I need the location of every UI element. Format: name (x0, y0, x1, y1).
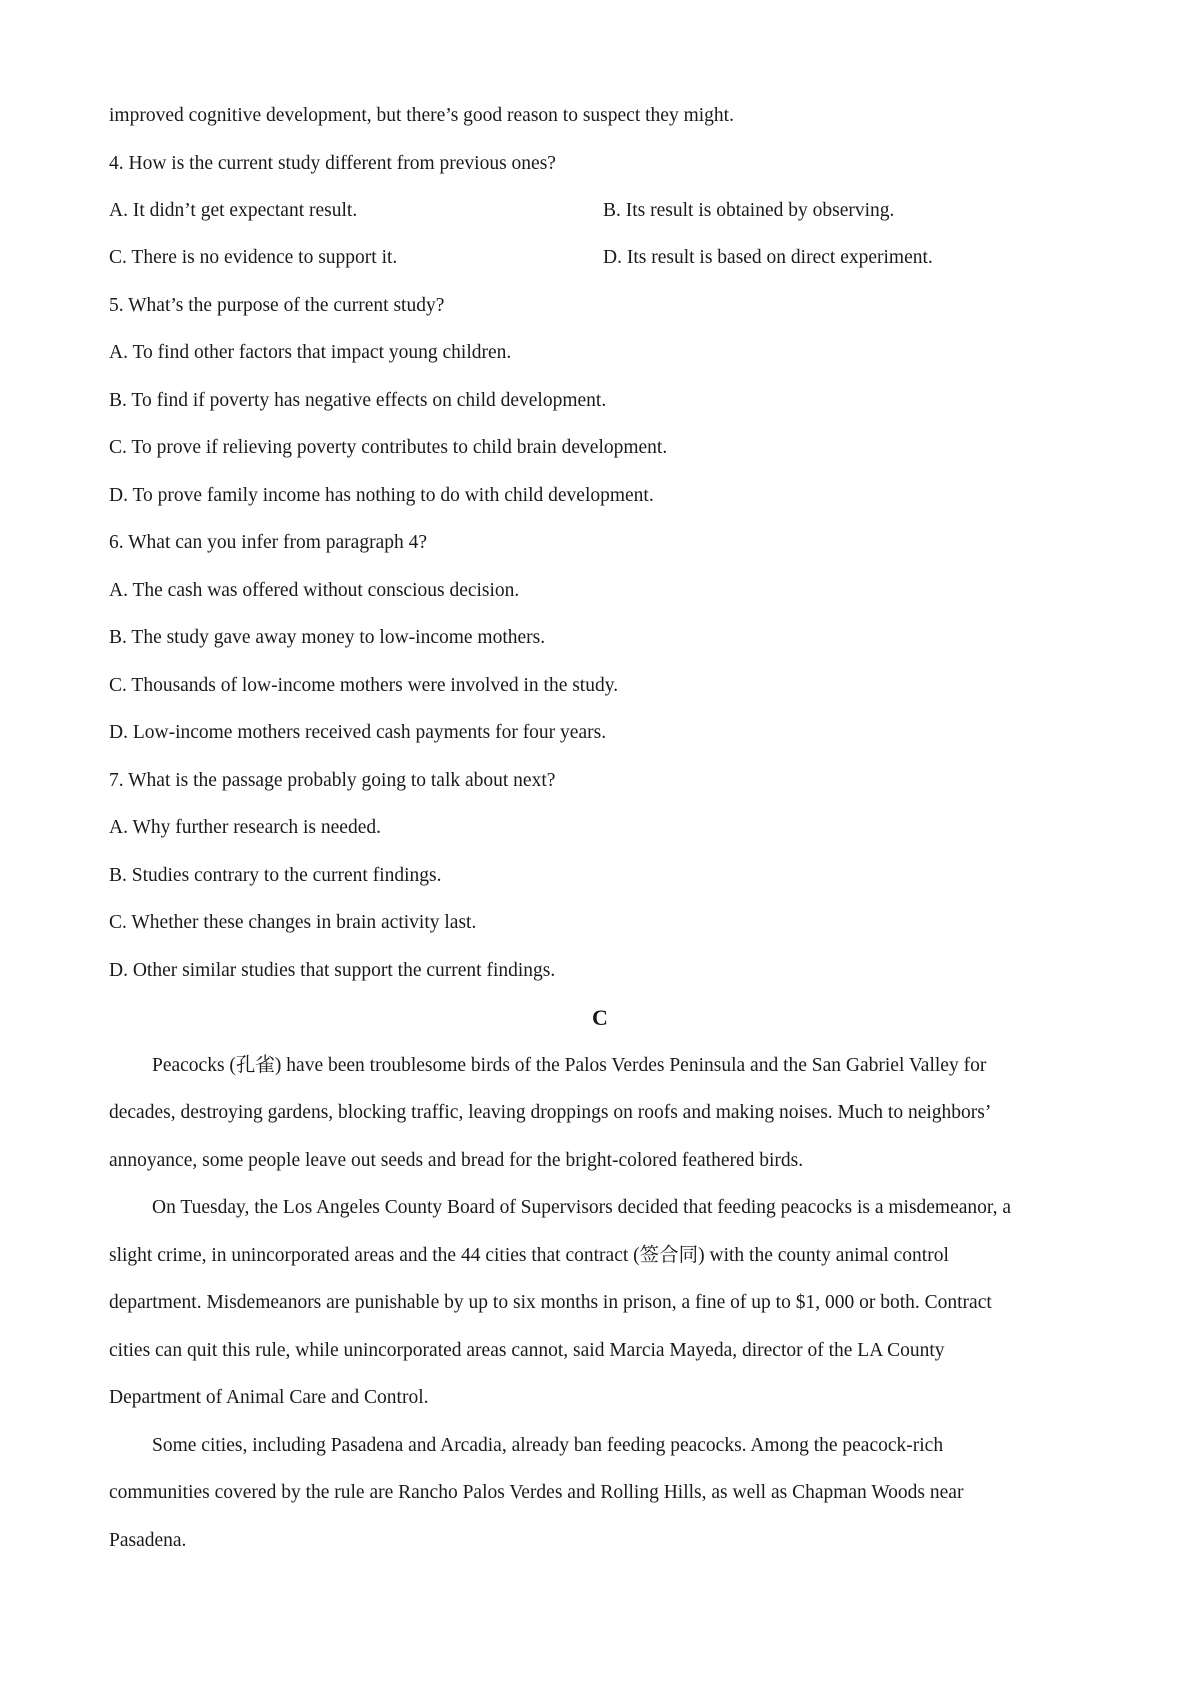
passage-line: Some cities, including Pasadena and Arcadia, already ban feeding peacocks. Among the peacock-rich (152, 1435, 944, 1456)
passage-line: On Tuesday, the Los Angeles County Board of Supervisors decided that feeding peacocks is a misdemeanor, a (152, 1197, 1012, 1218)
question-4-option-d: D. Its result is based on direct experiment. (603, 247, 933, 268)
question-7-option-d: D. Other similar studies that support the current findings. (109, 960, 556, 981)
question-5-option-b: B. To find if poverty has negative effects on child development. (109, 390, 607, 411)
question-5-option-c: C. To prove if relieving poverty contributes to child brain development. (109, 437, 668, 458)
question-5-option-a: A. To find other factors that impact young children. (109, 342, 512, 363)
question-6-option-d: D. Low-income mothers received cash payments for four years. (109, 722, 607, 743)
question-5-stem: 5. What’s the purpose of the current study? (109, 295, 445, 316)
question-6-option-c: C. Thousands of low-income mothers were involved in the study. (109, 675, 619, 696)
passage-line: annoyance, some people leave out seeds and bread for the bright-colored feathered birds. (109, 1150, 804, 1171)
passage-line: communities covered by the rule are Rancho Palos Verdes and Rolling Hills, as well as Chapman Woods near (109, 1482, 964, 1503)
question-4-option-c: C. There is no evidence to support it. (109, 247, 398, 268)
passage-line: Pasadena. (109, 1530, 187, 1551)
passage-line: slight crime, in unincorporated areas and the 44 cities that contract (签合同) with the county animal control (109, 1245, 949, 1266)
question-5-option-d: D. To prove family income has nothing to do with child development. (109, 485, 654, 506)
passage-line: cities can quit this rule, while unincorporated areas cannot, said Marcia Mayeda, director of the LA County (109, 1340, 945, 1361)
question-4-option-a: A. It didn’t get expectant result. (109, 200, 358, 221)
passage-line: decades, destroying gardens, blocking traffic, leaving droppings on roofs and making noises. Much to neighbors’ (109, 1102, 992, 1123)
passage-line: Department of Animal Care and Control. (109, 1387, 429, 1408)
question-6-option-a: A. The cash was offered without conscious decision. (109, 580, 520, 601)
question-7-option-b: B. Studies contrary to the current findings. (109, 865, 442, 886)
question-6-stem: 6. What can you infer from paragraph 4? (109, 532, 428, 553)
question-7-stem: 7. What is the passage probably going to talk about next? (109, 770, 556, 791)
question-6-option-b: B. The study gave away money to low-income mothers. (109, 627, 546, 648)
section-heading: C (592, 1005, 608, 1030)
passage-line: Peacocks (孔雀) have been troublesome birds of the Palos Verdes Peninsula and the San Gabriel Valley for (152, 1055, 987, 1076)
question-7-option-c: C. Whether these changes in brain activity last. (109, 912, 477, 933)
continuation-line: improved cognitive development, but there’s good reason to suspect they might. (109, 105, 734, 126)
question-7-option-a: A. Why further research is needed. (109, 817, 381, 838)
question-4-stem: 4. How is the current study different from previous ones? (109, 153, 556, 174)
question-4-option-b: B. Its result is obtained by observing. (603, 200, 895, 221)
passage-line: department. Misdemeanors are punishable by up to six months in prison, a fine of up to $1, 000 or both. Contract (109, 1292, 992, 1313)
